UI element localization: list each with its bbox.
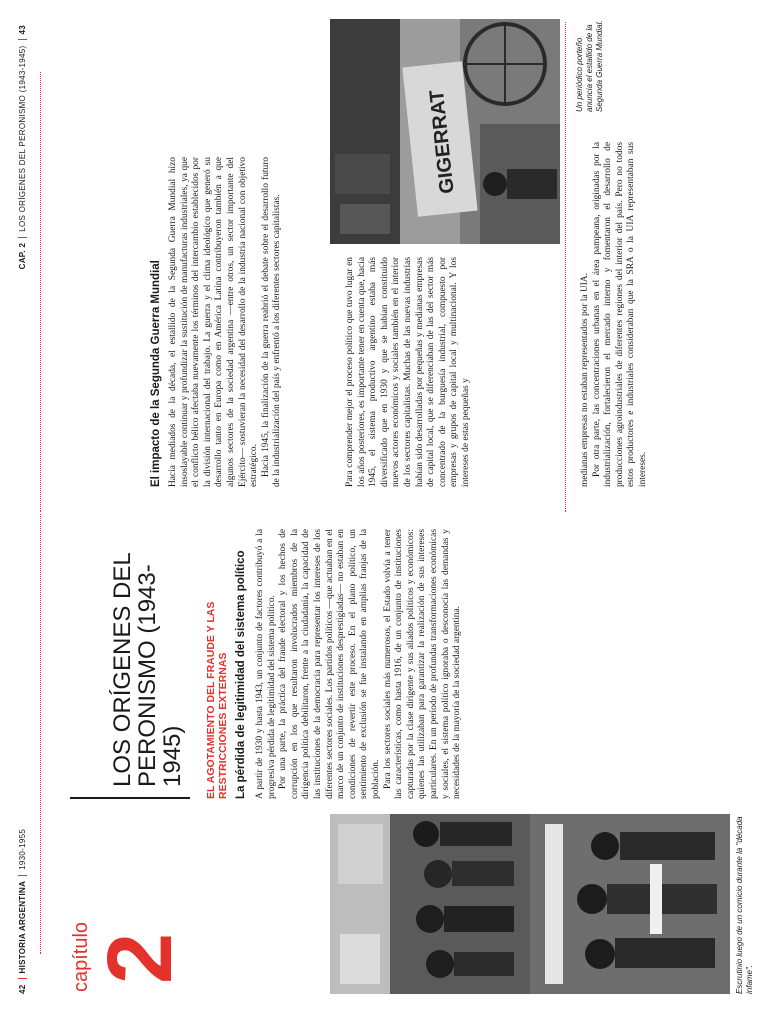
running-head-divider	[18, 979, 27, 980]
chapter-label: CAP. 2	[18, 242, 27, 270]
left-body-text	[255, 529, 464, 799]
book-period: 1930-1955	[18, 828, 27, 870]
chapter-title	[110, 512, 185, 787]
right-wide-text	[168, 157, 284, 487]
paragraph: Para los sectores sociales más numerosos, el Estado volvía a tener las características, como hasta 1916, de un conjunto de instituciones capturadas por la clase dirigente y sus aliados políticos y económicos: quienes las utilizaban para garantizar la realización de sus intereses particulares. En un período de profundas transformaciones económicas y sociales, el sistema político ignoraba o desconocía las demandas y necesidades de la mayoría de la sociedad argentina.	[382, 529, 463, 799]
right-page-number: 43	[18, 25, 27, 35]
paragraph: Hacia 1945, la finalización de la guerra reabrió el debate sobre el desarrollo futuro de la industrialización del país y enfrentó a los diferentes sectores capitalistas.	[260, 157, 283, 487]
left-page	[0, 512, 768, 1024]
paragraph: Hacia mediados de la década, el estallido de la Segunda Guerra Mundial hizo insoslayable continuar y profundizar la sustitución de manufacturas industriales, ya que el conflicto bélico afectaba nuevamente los términos del intercambio establecidos por la división internacional del trabajo. La guerra y el clima ideológico que generó su desarrollo tanto en Europa como en América Latina contribuyeron también a que algunos sectores de la sociedad argentina —entre otros, un sector importante del Ejército— sostuvieran la necesidad del desarrollo de la industria nacional con objetivo estratégico.	[168, 157, 260, 487]
paragraph: medianas empresas no estaban representados por la UIA.	[580, 273, 590, 487]
right-bottom-text	[580, 142, 650, 487]
paragraph: Por una parte, la práctica del fraude electoral y los hechos de corrupción en los que resultaron involucrados miembros de la dirigencia política debilitaron, frente a la ciudadanía, la capacidad de las instituciones de la democracia para representar los intereses de los diferentes sectores sociales. Los partidos políticos —que actuaban en el marco de un conjunto de instituciones desprestigiadas— no estaban en condiciones de revertir este proceso. En el plano político, un sentimiento de exclusión se fue instalando en amplias franjas de la población.	[278, 529, 381, 799]
left-dotted-rule	[40, 514, 41, 954]
election-photo	[330, 814, 730, 994]
subsection-heading: La pérdida de legitimidad del sistema político	[235, 550, 247, 799]
chapter-title-rule	[70, 797, 190, 799]
newspaper-photo-image	[330, 19, 560, 244]
election-photo-image	[330, 814, 730, 994]
right-mid-dotted-rule	[565, 22, 566, 512]
running-head-divider	[18, 40, 27, 41]
election-photo-caption: Escrutinio luego de un comicio durante la "década infame".	[735, 816, 754, 994]
running-head-divider	[18, 875, 27, 876]
paragraph: A partir de 1930 y hasta 1943, un conjunto de factores contribuyó a la progresiva pérdida de legitimidad del sistema político.	[255, 529, 277, 799]
right-dotted-rule	[40, 72, 41, 512]
newspaper-photo	[330, 19, 560, 244]
section-heading: EL AGOTAMIENTO DEL FRAUDE Y LAS RESTRICCIONES EXTERNAS	[205, 601, 229, 799]
right-running-head	[18, 25, 27, 269]
ww2-section-heading: El impacto de la Segunda Guerra Mundial	[150, 260, 162, 487]
newspaper-photo-caption: Un periódico porteño anuncia el estallido de la Segunda Guerra Mundial.	[575, 20, 604, 112]
paragraph: Por otra parte, las concentraciones urbanas en el área pampeana, originadas por la industrialización, fortalecieron el mercado interno y fomentaron el desarrollo de producciones agroindustriales de diferentes regiones del interior del país. Pero no todos estos productores e industriales consideraban que la SRA o la UIA representaban sus intereses.	[591, 142, 648, 487]
chapter-title-line2: PERONISMO (1943-1945)	[134, 564, 186, 787]
chapter-number: 2	[89, 932, 191, 984]
paragraph: Para comprender mejor el proceso político que tuvo lugar en los años posteriores, es importante tener en cuenta que, hacia 1945, el sistema productivo argentino estaba más diversificado que en 1930 y que se habían constituido nuevos actores económicos y sociales también en el interior de los sectores capitalistas. Muchas de las nuevas industrias habían sido desarrolladas por pequeñas y medianas empresas de capital local, que se diferenciaban de las del sector más concentrado de la burguesía industrial, compuesto por empresas y grupos de capital local y multinacional. Y los intereses de estas pequeñas y	[345, 257, 471, 487]
newspaper-headline: GIGERRAT	[425, 88, 459, 195]
left-running-head	[18, 829, 27, 994]
chapter-running-title: LOS ORÍGENES DEL PERONISMO (1943-1945)	[18, 45, 27, 232]
running-head-divider	[18, 237, 27, 238]
chapter-title-line1: LOS ORÍGENES DEL	[109, 552, 136, 787]
chapter-word: capítulo	[70, 921, 92, 992]
book-title: HISTORIA ARGENTINA	[18, 880, 27, 974]
left-page-number: 42	[18, 984, 27, 994]
right-narrow-text	[345, 257, 473, 487]
